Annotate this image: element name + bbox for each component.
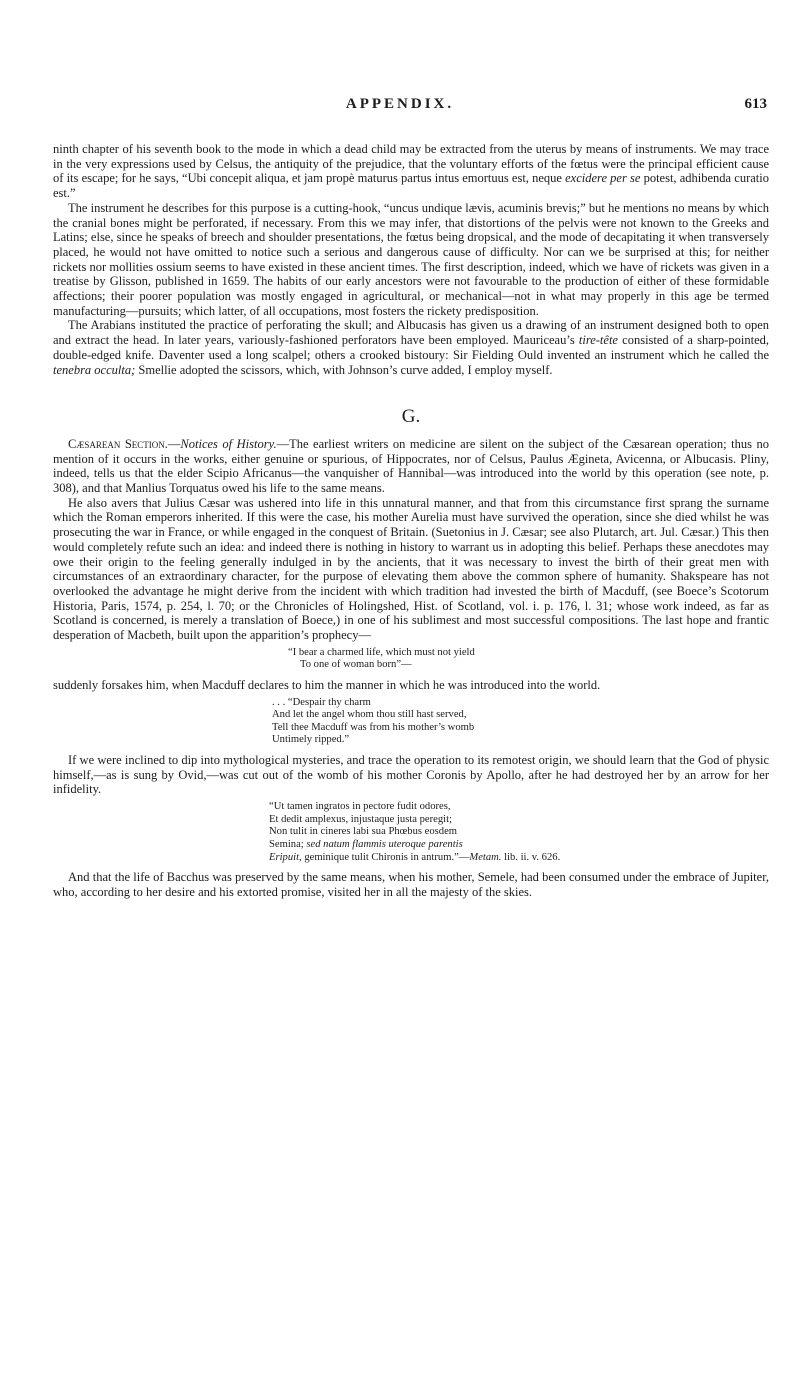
verse-quote-ovid (53, 801, 769, 864)
paragraph-mythology: If we were inclined to dip into mythological mysteries, and trace the operation to its remotest origin, we should learn that the God of physic himself,—as is sung by Ovid,—was cut out of the womb of his mother Coronis by Apollo, after he had destroyed her by an arrow for her infidelity. (53, 753, 769, 797)
verse-text: Eripuit, (269, 851, 302, 863)
paragraph-julius-caesar: He also avers that Julius Cæsar was ushered into life in this unnatural manner, and that from this circumstance first sprang the surname which the Roman emperors inherited. If this were the case, his mother Aurelia must have survived the operation, since she died whilst he was prosecuting the war in France, or while engaged in the conquest of Britain. (Suetonius in J. Cæsar; see also Plutarch, art. Jul. Cæsar.) This then would completely refute such an idea: and indeed there is nothing in history to warrant us in adopting this belief. Perhaps these anecdotes may owe their origin to the feeling generally indulged in by the ancients, that it was necessary to invest the birth of their great men with circumstances of an extraordinary character, for the purpose of elevating them above the common sphere of humanity. Shakspeare has not overlooked the advantage he might derive from the incident with which tradition had invested the birth of Macduff, (see Boece’s Scotorum Historia, Paris, 1574, p. 254, l. 70; or the Chronicles of Holingshed, Hist. of Scotland, vol. i. p. 176, l. 31; whose work indeed, as far as Scotland is concerned, is merely a translation of Boece,) in one of his sublimest and most successful compositions. The last hope and frantic desperation of Macbeth, built upon the apparition’s prophecy— (53, 495, 769, 643)
citation-title: Metam. (469, 851, 502, 863)
section-heading: G. (401, 406, 421, 428)
paragraph-text: Smellie adopted the scissors, which, with Johnson’s curve added, I employ myself. (135, 362, 553, 377)
instrument-name: tenebra occulta; (53, 362, 136, 377)
paragraph-macduff: suddenly forsakes him, when Macduff declares to him the manner in which he was introduced into the world. (53, 677, 601, 692)
paragraph-text: ninth chapter of his seventh book to the mode in which a dead child may be extracted from the uterus by means of instruments. We may trace in the very expressions used by Celsus, the antiquity of the prejudice, that the voluntary efforts of the fœtus were the principal efficient cause of its escape; for he says, “Ubi concepit aliqua, et jam propè maturus partus intus emortuus est, neque (53, 142, 769, 186)
verse-text: geminique tulit Chironis in antrum.”— (301, 851, 470, 863)
verse-line: Et dedit amplexus, injustaque justa peregit; (269, 813, 452, 825)
page-header (0, 96, 800, 118)
verse-text: Semina; (269, 838, 307, 850)
paragraph-text: The Arabians instituted the practice of perforating the skull; and Albucasis has given us a drawing of an instrument designed both to open and extract the head. In later years, variously-fashioned perforators have been employed. Mauriceau’s (53, 318, 769, 348)
paragraph-text: —The earliest writers on medicine are silent on the subject of the Cæsarean operation; thus no mention of it occurs in the works, either genuine or spurious, of Hippocrates, nor of Celsus, Paulus Ægineta, Avicenna, or Albucasis. Pliny, indeed, tells us that the elder Scipio Africanus—the vanquisher of Hannibal—was introduced into the world by this operation (see note, p. 308), and that Manlius Torquatus owed his life to the same means. (53, 436, 769, 496)
verse-quote-macbeth (53, 647, 769, 672)
running-head: APPENDIX. (345, 96, 455, 112)
paragraph-bacchus: And that the life of Bacchus was preserved by the same means, when his mother, Semele, had been consumed under the embrace of Jupiter, who, according to her desire and his extorted promise, visited her in all the majesty of the skies. (53, 870, 769, 899)
paragraph-caesarean (53, 437, 769, 496)
verse-text: sed natum flammis uteroque parentis (306, 838, 463, 850)
verse-line (269, 839, 769, 852)
dash: — (167, 436, 181, 451)
verse-line: “I bear a charmed life, which must not yield (288, 646, 475, 658)
paragraph-text: potest, adhibenda curatio est.” (53, 171, 769, 201)
verse-line: “Ut tamen ingratos in pectore fudit odores, (269, 801, 451, 813)
latin-phrase: excidere per se (565, 171, 641, 186)
verse-line: To one of woman born”— (300, 659, 412, 671)
body-text (53, 142, 769, 900)
section-title: Cæsarean Section. (68, 436, 168, 451)
verse-line (269, 852, 769, 865)
verse-quote-despair (53, 697, 769, 747)
paragraph-celsus (53, 142, 769, 201)
verse-line: And let the angel whom thou still hast served, (272, 709, 467, 721)
paragraph-text: consisted of a sharp-pointed, double-edged knife. Daventer used a long scalpel; others a crooked bistoury: Sir Fielding Ould invented an instrument which he called the (53, 333, 769, 362)
citation-ref: lib. ii. v. 626. (501, 851, 561, 863)
instrument-name: tire-tête (578, 333, 618, 348)
paragraph-arabians (53, 318, 769, 377)
verse-line: Non tulit in cineres labi sua Phœbus eosdem (269, 826, 458, 838)
page-number: 613 (744, 96, 767, 112)
verse-line: Tell thee Macduff was from his mother’s womb (272, 721, 475, 733)
paragraph-instrument: The instrument he describes for this purpose is a cutting-hook, “uncus undique lævis, acuminis brevis;” but he mentions no means by which the cranial bones might be perforated, if necessary. From this we may infer, that distortions of the pelvis were not known to the Greeks and Latins; else, since he speaks of breech and shoulder presentations, the fœtus being dropsical, and the mode of decapitating it when transversely placed, he would not have omitted to notice such a serious and dangerous cause of difficulty. Nor can we be surprised at this; for neither rickets nor mollities ossium seems to have existed in these ancient times. The first description, indeed, which we have of rickets was given in a treatise by Glisson, published in 1659. The habits of our early ancestors were not favourable to the production of either of these formidable affections; their poorer population was mostly engaged in agricultural, or mechanical—not in what may properly in this age be termed manufacturing—pursuits; which latter, of all occupations, most fosters the rickety predisposition. (53, 200, 769, 318)
section-subtitle: Notices of History. (180, 436, 277, 451)
verse-line: . . . “Despair thy charm (272, 696, 371, 708)
verse-line: Untimely ripped.” (272, 734, 350, 746)
